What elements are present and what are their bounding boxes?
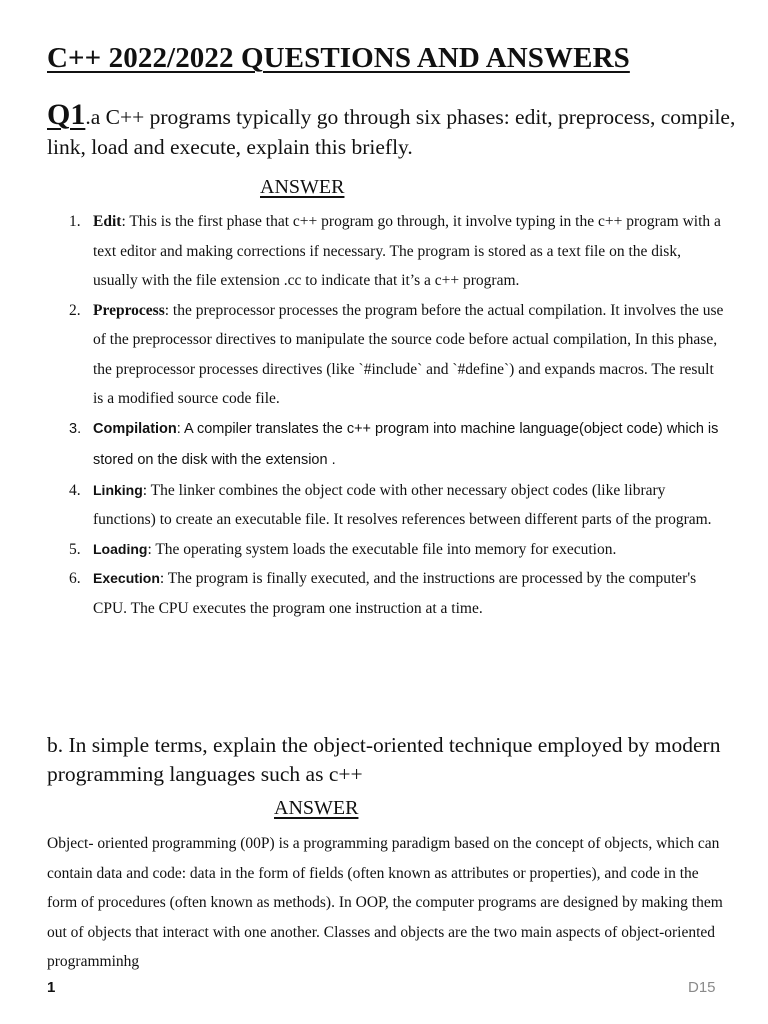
question-b: b. In simple terms, explain the object-oriented technique employed by modern programming languages such as c++ <box>47 733 721 786</box>
list-item-linking <box>47 476 727 535</box>
question-1 <box>47 100 737 162</box>
phase-description: : The linker combines the object code with other necessary object codes (like library functions) to create an executable file. It resolves references between different parts of the program. <box>93 481 712 528</box>
phase-description: : This is the first phase that c++ program go through, it involve typing in the c++ program with a text editor and making corrections if necessary. The program is stored as a text file on the disk, usually with the file extension .cc to indicate that it’s a c++ program. <box>93 213 721 289</box>
phase-description: : A compiler translates the c++ program into machine language(object code) which is stored on the disk with the extension . <box>93 420 719 468</box>
list-item-number: 4. <box>69 481 81 499</box>
list-item-number: 1. <box>69 213 81 230</box>
phase-term: Execution <box>93 570 160 586</box>
list-item-execution <box>47 564 727 623</box>
phase-term: Edit <box>93 213 122 230</box>
oop-answer-paragraph: Object- oriented programming (00P) is a programming paradigm based on the concept of objects, which can contain data and code: data in the form of fields (often known as attributes or properties), and code in the form of procedures (often known as methods). In OOP, the computer programs are designed by making them out of objects that interact with one another. Classes and objects are the two main aspects of object-oriented programminhg <box>47 835 723 970</box>
footer-code: D15 <box>688 979 716 996</box>
phase-description: : The program is finally executed, and the instructions are processed by the computer's CPU. The CPU executes the program one instruction at a time. <box>93 570 697 617</box>
list-item-number: 2. <box>69 301 81 319</box>
list-item-number: 3. <box>69 420 82 437</box>
list-item-loading <box>47 535 727 565</box>
phase-description: : The operating system loads the executable file into memory for execution. <box>147 540 617 558</box>
page-number: 1 <box>47 979 56 996</box>
list-item-preprocess <box>47 296 727 414</box>
list-item-compilation <box>47 414 727 476</box>
answer-heading-2: ANSWER <box>274 797 359 819</box>
question-1-text: .a C++ programs typically go through six phases: edit, preprocess, compile, link, load and execute, explain this briefly. <box>47 105 736 159</box>
answer-heading-1: ANSWER <box>260 176 345 198</box>
phase-term: Linking <box>93 481 143 498</box>
question-1-label: Q1 <box>47 98 86 131</box>
document-title: C++ 2022/2022 QUESTIONS AND ANSWERS <box>47 42 630 74</box>
list-item-number: 5. <box>69 540 81 558</box>
list-item-number: 6. <box>69 570 81 587</box>
phase-description: : the preprocessor processes the program before the actual compilation. It involves the use of the preprocessor directives to manipulate the source code before actual compilation, In this phase, the preprocessor processes directives (like `#include` and `#define`) and expands macros. The result is a modified source code file. <box>93 301 724 407</box>
list-item-edit <box>47 207 727 296</box>
phase-term: Preprocess <box>93 301 165 319</box>
phase-term: Loading <box>93 540 148 557</box>
phases-list <box>47 207 727 623</box>
phase-term: Compilation <box>93 420 177 437</box>
